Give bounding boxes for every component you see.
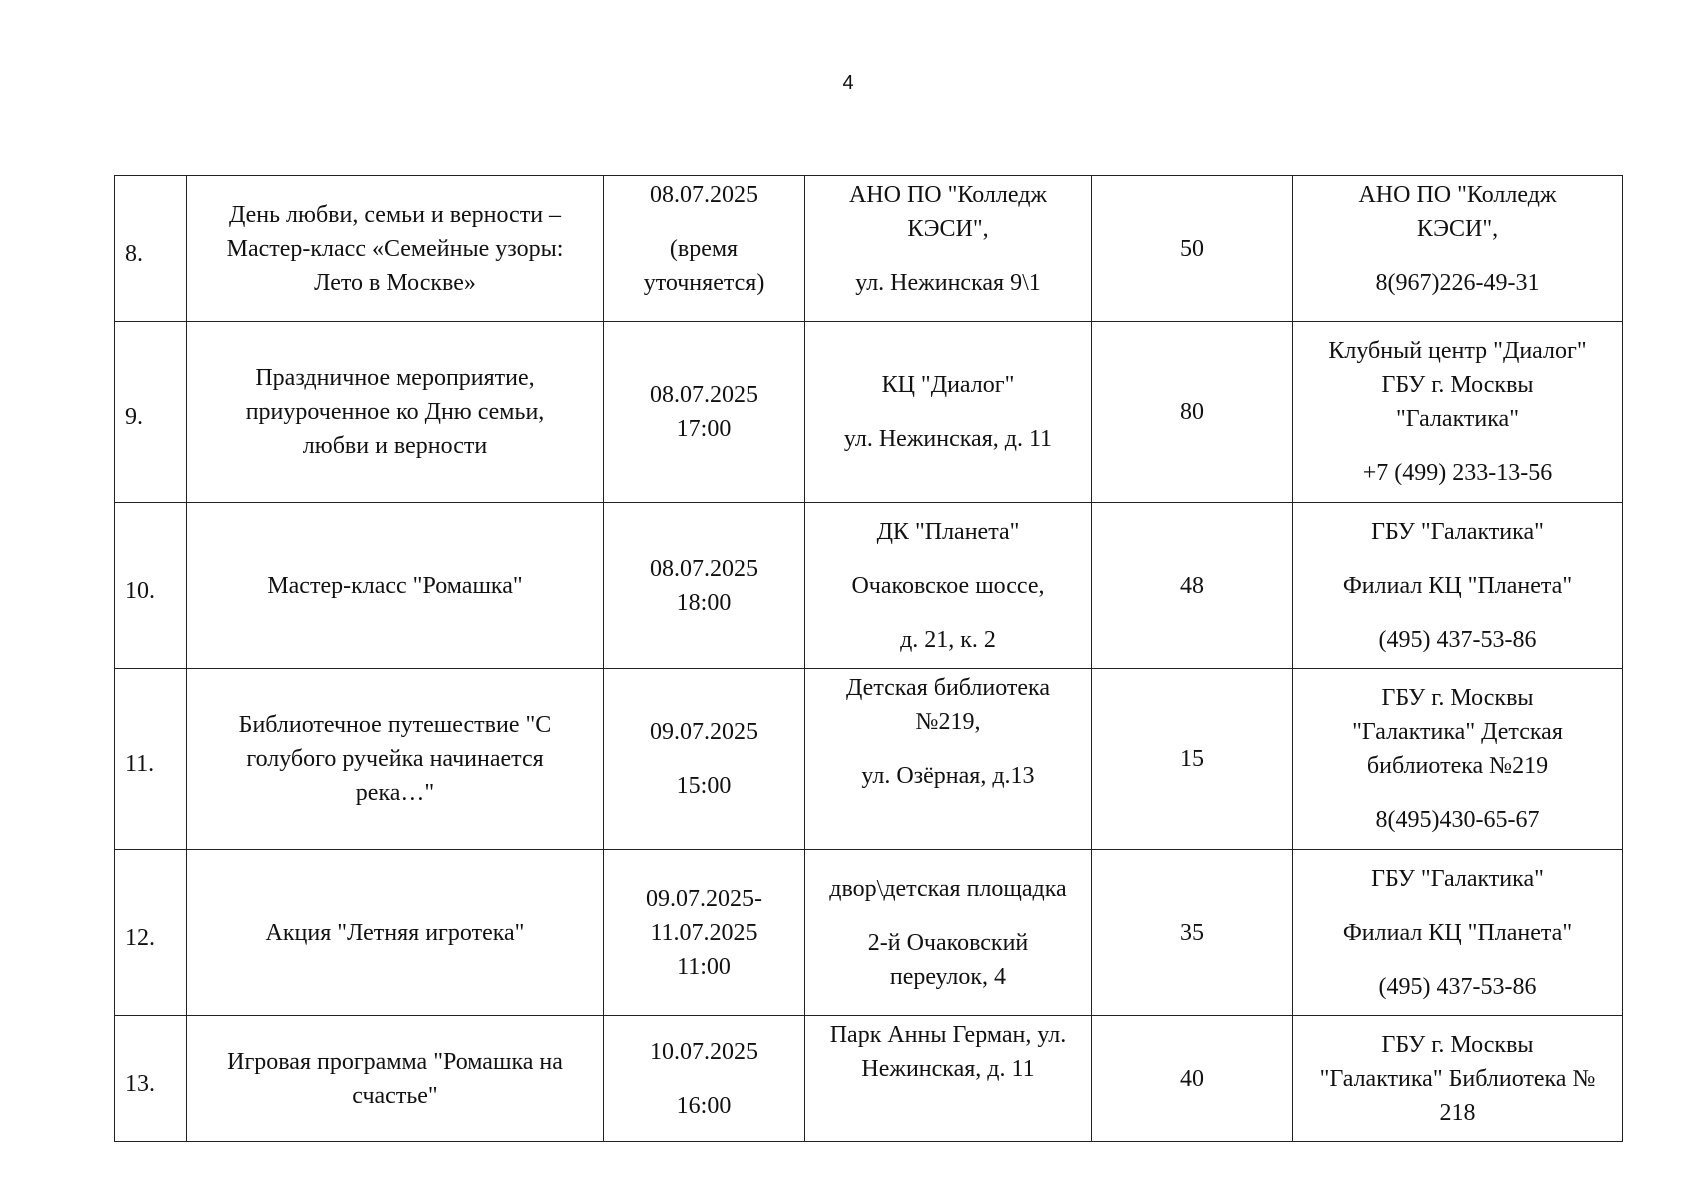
event-organizer-line: Клубный центр "Диалог": [1328, 338, 1587, 364]
event-date-line: 17:00: [676, 416, 732, 442]
row-number: 9.: [115, 322, 187, 503]
row-number: 13.: [115, 1016, 187, 1142]
event-title: [187, 850, 604, 1016]
table-row: [115, 503, 1623, 669]
participant-count: 15: [1092, 669, 1293, 850]
row-number: 12.: [115, 850, 187, 1016]
event-organizer-line: ГБУ "Галактика": [1371, 865, 1544, 892]
event-place-line: Нежинская, д. 11: [861, 1056, 1035, 1082]
event-organizer-line: 218: [1439, 1099, 1476, 1126]
event-place-line: ул. Нежинская 9\1: [855, 270, 1041, 296]
event-organizer-line: 8(495)430-65-67: [1375, 807, 1540, 833]
event-date: [604, 850, 805, 1016]
event-organizer-line: "Галактика" Детская: [1352, 719, 1563, 745]
event-organizer-line: ГБУ г. Москвы: [1381, 1031, 1534, 1058]
event-place-line: АНО ПО "Колледж: [848, 182, 1048, 208]
event-organizer: [1293, 176, 1623, 322]
event-place: [805, 669, 1092, 850]
event-place-line: №219,: [915, 709, 981, 735]
event-date-line: 10.07.2025: [650, 1038, 758, 1065]
event-place-line: 2-й Очаковский: [867, 929, 1029, 956]
event-title-line: Мастер-класс "Ромашка": [267, 572, 523, 599]
event-title: [187, 503, 604, 669]
event-place: [805, 322, 1092, 503]
table-row: [115, 850, 1623, 1016]
event-date-line: 08.07.2025: [650, 182, 758, 208]
event-organizer-line: "Галактика" Библиотека №: [1319, 1065, 1596, 1092]
event-organizer-line: (495) 437-53-86: [1378, 973, 1537, 1000]
event-date-line: 16:00: [676, 1092, 732, 1119]
participant-count: 80: [1092, 322, 1293, 503]
event-title-line: голубого ручейка начинается: [246, 746, 544, 772]
event-place-line: двор\детская площадка: [829, 875, 1067, 902]
event-title-line: река…": [355, 780, 435, 806]
participant-count: 40: [1092, 1016, 1293, 1142]
event-organizer-line: "Галактика": [1396, 406, 1519, 432]
event-place-line: Парк Анны Герман, ул.: [829, 1022, 1067, 1048]
event-organizer: [1293, 850, 1623, 1016]
event-title-line: Библиотечное путешествие "С: [238, 712, 552, 738]
event-place-line: переулок, 4: [889, 963, 1007, 990]
event-date-line: уточняется): [643, 270, 765, 296]
table-row: [115, 1016, 1623, 1142]
event-organizer-line: библиотека №219: [1366, 753, 1549, 779]
event-title: [187, 669, 604, 850]
event-place-line: Очаковское шоссе,: [851, 572, 1045, 599]
event-organizer-line: КЭСИ",: [1416, 216, 1499, 242]
event-organizer-line: (495) 437-53-86: [1378, 626, 1537, 653]
event-organizer-line: ГБУ г. Москвы: [1381, 685, 1534, 711]
event-date: [604, 503, 805, 669]
event-title: [187, 176, 604, 322]
table-row: [115, 669, 1623, 850]
event-title-line: Праздничное мероприятие,: [255, 365, 535, 391]
page-number: 4: [842, 72, 854, 94]
event-date-line: (время: [669, 236, 739, 262]
event-organizer: [1293, 322, 1623, 503]
event-organizer-line: +7 (499) 233-13-56: [1362, 460, 1553, 486]
event-date-line: 11.07.2025: [650, 919, 758, 946]
participant-count: 48: [1092, 503, 1293, 669]
event-place: [805, 503, 1092, 669]
event-title-line: счастье": [352, 1082, 438, 1109]
event-title: [187, 1016, 604, 1142]
table-row: [115, 322, 1623, 503]
event-date: [604, 669, 805, 850]
table-row: [115, 176, 1623, 322]
event-date: [604, 322, 805, 503]
event-date: [604, 1016, 805, 1142]
event-organizer-line: ГБУ "Галактика": [1371, 518, 1544, 545]
event-organizer-line: 8(967)226-49-31: [1375, 270, 1540, 296]
event-place-line: КЦ "Диалог": [881, 372, 1015, 398]
row-number: 11.: [115, 669, 187, 850]
event-organizer-line: ГБУ г. Москвы: [1381, 372, 1534, 398]
event-title-line: Акция "Летняя игротека": [265, 919, 525, 946]
event-organizer: [1293, 503, 1623, 669]
event-place-line: д. 21, к. 2: [900, 626, 996, 653]
event-organizer-line: Филиал КЦ "Планета": [1342, 572, 1573, 599]
event-date-line: 08.07.2025: [650, 555, 758, 582]
event-date-line: 09.07.2025: [650, 719, 758, 745]
row-number: 8.: [115, 176, 187, 322]
event-place-line: ул. Озёрная, д.13: [861, 763, 1035, 789]
events-table: [114, 175, 1623, 1142]
event-place-line: ул. Нежинская, д. 11: [843, 426, 1053, 452]
event-place: [805, 1016, 1092, 1142]
event-organizer: [1293, 1016, 1623, 1142]
event-organizer-line: АНО ПО "Колледж: [1358, 182, 1557, 208]
event-title-line: Игровая программа "Ромашка на: [227, 1048, 563, 1075]
event-place-line: ДК "Планета": [876, 518, 1020, 545]
event-place-line: КЭСИ",: [907, 216, 989, 242]
event-date-line: 08.07.2025: [650, 382, 758, 408]
event-date-line: 15:00: [676, 773, 732, 799]
event-title-line: Лето в Москве»: [314, 269, 476, 296]
event-date-line: 09.07.2025-: [646, 885, 762, 912]
participant-count: 35: [1092, 850, 1293, 1016]
event-date-line: 11:00: [677, 953, 731, 980]
event-place: [805, 176, 1092, 322]
event-organizer-line: Филиал КЦ "Планета": [1342, 919, 1573, 946]
event-title-line: любви и верности: [302, 433, 488, 459]
event-date-line: 18:00: [676, 589, 732, 616]
event-title-line: Мастер-класс «Семейные узоры:: [226, 235, 564, 262]
event-date: [604, 176, 805, 322]
event-title: [187, 322, 604, 503]
event-title-line: приуроченное ко Дню семьи,: [245, 399, 545, 425]
participant-count: 50: [1092, 176, 1293, 322]
row-number: 10.: [115, 503, 187, 669]
event-place: [805, 850, 1092, 1016]
event-title-line: День любви, семьи и верности –: [228, 201, 562, 228]
event-organizer: [1293, 669, 1623, 850]
event-place-line: Детская библиотека: [846, 675, 1050, 701]
